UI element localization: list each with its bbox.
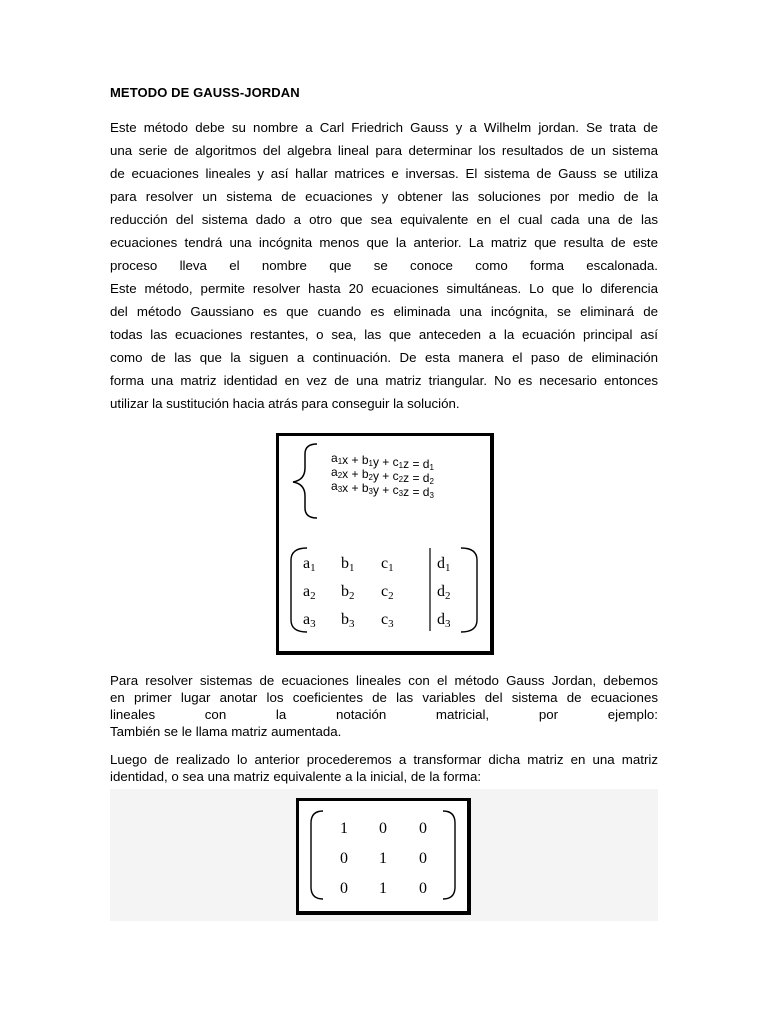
- matrix-entry: a2: [303, 583, 316, 602]
- text-line: como de las que la siguen a continuación. De esta manera el paso de eliminación: [110, 350, 658, 365]
- text-line: Luego de realizado lo anterior procederemos a transformar dicha matriz en una matriz: [110, 752, 658, 767]
- matrix-entry: 1: [379, 850, 387, 867]
- text-line: identidad, o sea una matriz equivalente a la inicial, de la forma:: [110, 769, 482, 784]
- text-line: forma una matriz identidad en vez de una matriz triangular. No es necesario entonces: [110, 373, 658, 388]
- document-title: METODO DE GAUSS-JORDAN: [110, 85, 300, 100]
- text-line: todas las ecuaciones restantes, o sea, las que anteceden a la ecuación principal así: [110, 327, 658, 342]
- matrix-entry: 0: [419, 880, 427, 897]
- text-line: en primer lugar anotar los coeficientes de las variables del sistema de ecuaciones: [110, 690, 658, 705]
- matrix-right-paren: [443, 811, 455, 899]
- text-line: ecuaciones tendrá una incógnita menos que la anterior. La matriz que resulta de este: [110, 235, 658, 250]
- text-line: para resolver un sistema de ecuaciones y obtener las soluciones por medio de la: [110, 189, 658, 204]
- figure-equation-system: [276, 433, 494, 655]
- matrix-entry: d1: [437, 555, 451, 574]
- matrix-entry: 0: [340, 850, 348, 867]
- matrix-entry: b1: [341, 555, 355, 574]
- text-line: una serie de algoritmos del algebra lineal para determinar los resultados de un sistema: [110, 143, 658, 158]
- text-line: del método Gaussiano es que cuando es eliminada una incógnita, se eliminará de: [110, 304, 658, 319]
- matrix-entry: d3: [437, 611, 451, 630]
- curly-brace: [293, 444, 317, 518]
- paragraph-identity: [110, 751, 658, 785]
- text-line: utilizar la sustitución hacia atrás para conseguir la solución.: [110, 396, 460, 411]
- text-line: proceso lleva el nombre que se conoce como forma escalonada.: [110, 258, 658, 273]
- equation-line: a1x + b1y + c1z = d1: [331, 451, 434, 472]
- equation-line: a2x + b2y + c2z = d2: [331, 465, 434, 486]
- matrix-entry: a1: [303, 555, 316, 574]
- matrix-entry: c3: [381, 611, 394, 630]
- text-line: Para resolver sistemas de ecuaciones lineales con el método Gauss Jordan, debemos: [110, 673, 658, 688]
- equation-figure-svg: [279, 436, 490, 651]
- figure-identity-matrix: [296, 798, 471, 915]
- identity-matrix-entries: [340, 820, 427, 897]
- text-line: Este método, permite resolver hasta 20 ecuaciones simultáneas. Lo que lo diferencia: [110, 281, 658, 296]
- identity-figure-svg: [299, 801, 467, 911]
- equation-lines: [331, 451, 434, 500]
- paragraph-intro: [110, 116, 658, 415]
- matrix-entry: c2: [381, 583, 394, 602]
- matrix-entry: 1: [340, 820, 348, 837]
- matrix-right-paren: [461, 548, 477, 632]
- matrix-entry: c1: [381, 555, 394, 574]
- matrix-entry: d2: [437, 583, 451, 602]
- augmented-matrix-entries: [303, 555, 451, 630]
- matrix-entry: 0: [379, 820, 387, 837]
- paragraph-matrix-notation: [110, 672, 658, 740]
- text-line: lineales con la notación matricial, por ejemplo:: [110, 707, 658, 722]
- text-line: También se le llama matriz aumentada.: [110, 724, 342, 739]
- matrix-entry: b3: [341, 611, 355, 630]
- equation-line: a3x + b3y + c3z = d3: [331, 479, 434, 500]
- matrix-entry: 1: [379, 880, 387, 897]
- matrix-entry: b2: [341, 583, 355, 602]
- matrix-entry: 0: [419, 820, 427, 837]
- matrix-entry: 0: [419, 850, 427, 867]
- matrix-entry: a3: [303, 611, 316, 630]
- text-line: reducción del sistema dado a otro que sea equivalente en el cual cada una de las: [110, 212, 658, 227]
- matrix-left-paren: [311, 811, 323, 899]
- matrix-entry: 0: [340, 880, 348, 897]
- text-line: Este método debe su nombre a Carl Friedrich Gauss y a Wilhelm jordan. Se trata de: [110, 120, 658, 135]
- text-line: de ecuaciones lineales y así hallar matrices e inversas. El sistema de Gauss se utiliza: [110, 166, 658, 181]
